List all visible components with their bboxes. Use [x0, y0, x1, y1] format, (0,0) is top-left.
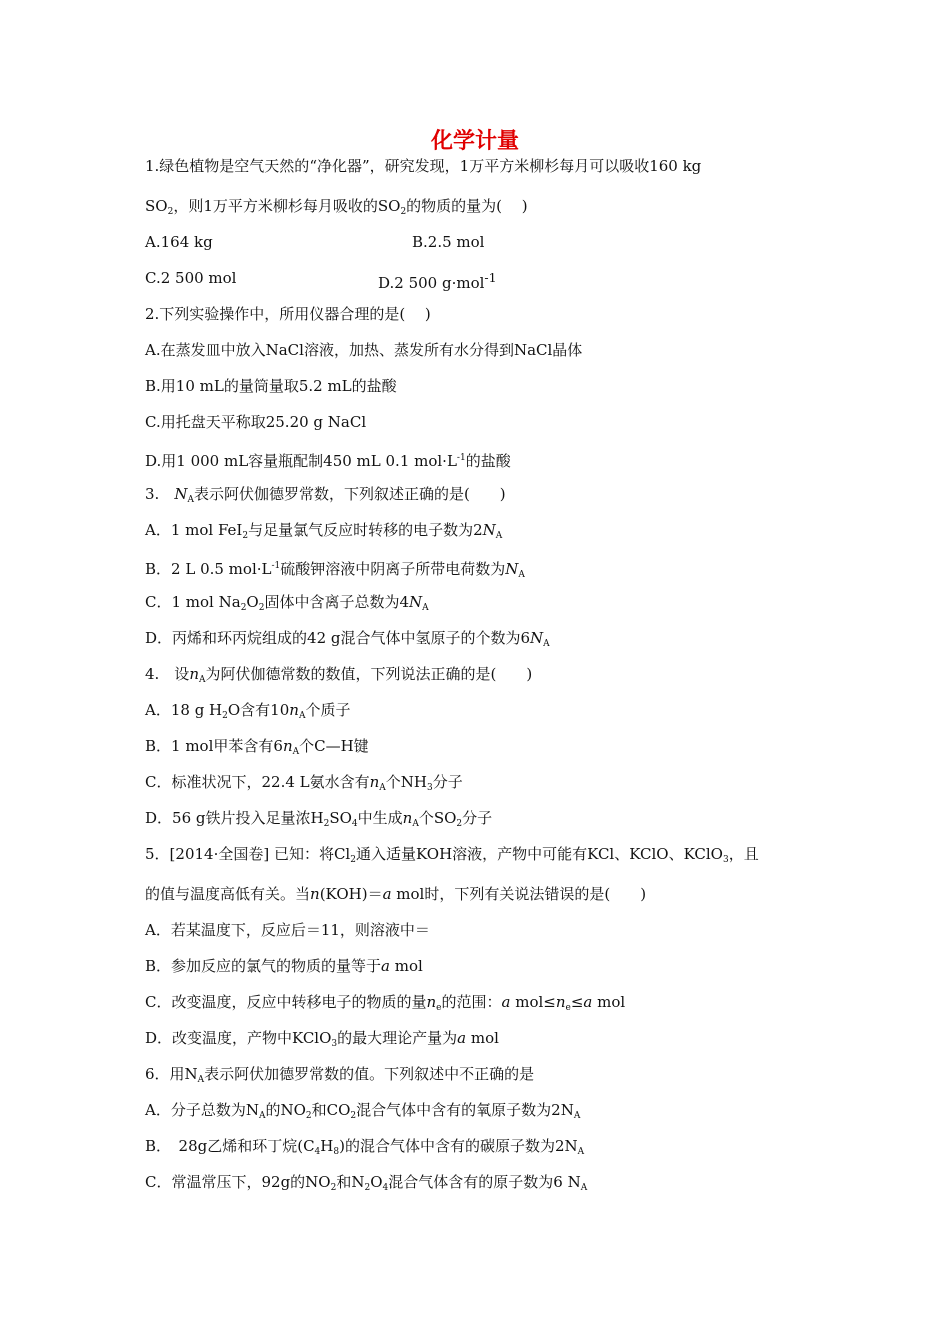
q4-stem: 4. 设$n_A$为阿伏伽德常数的数值，下列说法正确的是( ): [145, 665, 533, 685]
page-title: 化学计量: [430, 129, 519, 154]
q4-option-d: D．56 g铁片投入足量浓$H_2SO_4$中生成$n_A$个$SO_2$分子: [145, 809, 493, 829]
q5-line1: 5．[2014·全国卷] 已知：将$Cl_2$通入适量KOH溶液，产物中可能有KCl、KClO、KClO$_3$，且: [145, 845, 759, 865]
q3-option-b: B．2 L 0.5 $mol\cdot L^{-1}$硫酸钾溶液中阴离子所带电荷数为$N_A$: [145, 560, 525, 580]
q6-stem: 6．用$N_A$表示阿伏加德罗常数的值。下列叙述中不正确的是: [145, 1065, 535, 1085]
q4-option-b: B．1 mol甲苯含有$6n_A$个C—H键: [145, 737, 369, 757]
q6-option-a: A．分子总数为$N_A$的$NO_2$和$CO_2$混合气体中含有的氧原子数为$2N_A$: [145, 1101, 581, 1121]
q3-option-a: A．1 mol FeI$_2$与足量氯气反应时转移的电子数为$2N_A$: [145, 521, 503, 541]
q5-option-a: A．若某温度下，反应后＝11，则溶液中＝: [145, 921, 430, 939]
q6-option-b: B． 28g乙烯和环丁烷$(C_4H_8)$的混合气体中含有的碳原子数为$2N_A$: [145, 1137, 585, 1157]
q5-line2: 的值与温度高低有关。当n(KOH)＝a mol时，下列有关说法错误的是( ): [145, 885, 647, 903]
q1-option-a: A.164 kg: [145, 233, 213, 251]
q4-option-c: C．标准状况下，22.4 L氨水含有$n_A$个$NH_3$分子: [145, 773, 463, 793]
q3-stem: 3. $N_A$表示阿伏伽德罗常数，下列叙述正确的是( ): [145, 485, 506, 505]
q2-option-d: D.用1 000 mL容量瓶配制450 mL 0.1 $mol\cdot L^{-1}$的盐酸: [145, 452, 511, 470]
q5-option-d: D．改变温度，产物中KClO$_3$的最大理论产量为a mol: [145, 1029, 499, 1049]
q1-line2: $SO_2$，则1万平方米柳杉每月吸收的$SO_2$的物质的量为( ): [145, 197, 528, 217]
q1-option-d: D.2 500 g·mol$^{-1}$: [378, 270, 497, 292]
q2-option-b: B.用10 mL的量筒量取5.2 mL的盐酸: [145, 377, 397, 395]
q1-line1: 1.绿色植物是空气天然的“净化器”，研究发现，1万平方米柳杉每月可以吸收160 kg: [145, 157, 702, 175]
q1-option-c: C.2 500 mol: [145, 269, 237, 287]
q1-option-b: B.2.5 mol: [412, 233, 485, 251]
q2-option-c: C.用托盘天平称取25.20 g NaCl: [145, 413, 367, 431]
q3-option-c: C．1 mol $Na_2O_2$固体中含离子总数为$4N_A$: [145, 593, 429, 613]
q3-option-d: D．丙烯和环丙烷组成的42 g混合气体中氢原子的个数为$6N_A$: [145, 629, 550, 649]
q2-stem: 2.下列实验操作中，所用仪器合理的是( ): [145, 305, 431, 323]
q6-option-c: C．常温常压下，92g的$NO_2$和$N_2O_4$混合气体含有的原子数为6 $N_A$: [145, 1173, 588, 1193]
q5-option-b: B．参加反应的氯气的物质的量等于a mol: [145, 957, 423, 975]
q4-option-a: A．18 g $H_2O$含有$10n_A$个质子: [145, 701, 351, 721]
q5-option-c: C．改变温度，反应中转移电子的物质的量$n_e$的范围：a $mol\le n_e\le a$ mol: [145, 993, 626, 1013]
q2-option-a: A.在蒸发皿中放入NaCl溶液，加热、蒸发所有水分得到NaCl晶体: [145, 341, 583, 359]
